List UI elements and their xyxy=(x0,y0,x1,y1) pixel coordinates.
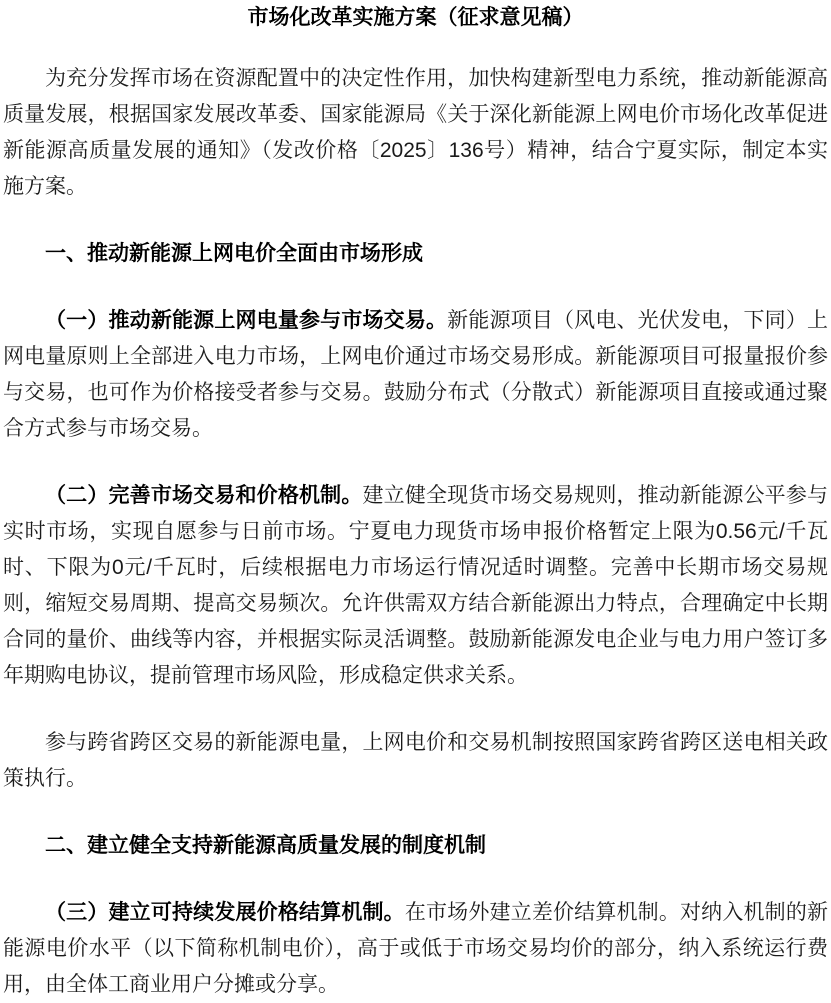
clause-1-lead: （一）推动新能源上网电量参与市场交易。 xyxy=(45,309,448,332)
clause-3-lead: （三）建立可持续发展价格结算机制。 xyxy=(45,901,405,924)
intro-paragraph xyxy=(3,61,828,205)
clause-2-text: 建立健全现货市场交易规则，推动新能源公平参与实时市场，实现自愿参与日前市场。宁夏电力现货市场申报价格暂定上限为0.56元/千瓦时、下限为0元/千瓦时，后续根据电力市场运行情况适时调整。完善中长期市场交易规则，缩短交易周期、提高交易频次。允许供需双方结合新能源出力特点，合理确定中长期合同的量价、曲线等内容，并根据实际灵活调整。鼓励新能源发电企业与电力用户签订多年期购电协议，提前管理市场风险，形成稳定供求关系。 xyxy=(3,484,828,687)
clause-2-lead: （二）完善市场交易和价格机制。 xyxy=(45,484,363,507)
clause-2-paragraph xyxy=(3,478,828,694)
document-title: 市场化改革实施方案（征求意见稿） xyxy=(247,6,584,29)
clause-3-text: 在市场外建立差价结算机制。对纳入机制的新能源电价水平（以下简称机制电价），高于或低于市场交易均价的部分，纳入系统运行费用，由全体工商业用户分摊或分享。 xyxy=(3,901,829,996)
clause-1-paragraph xyxy=(3,303,828,447)
cross-province-paragraph-text: 参与跨省跨区交易的新能源电量，上网电价和交易机制按照国家跨省跨区送电相关政策执行。 xyxy=(3,731,828,790)
section-heading-1: 一、推动新能源上网电价全面由市场形成 xyxy=(45,242,423,265)
intro-paragraph-text: 为充分发挥市场在资源配置中的决定性作用，加快构建新型电力系统，推动新能源高质量发展，根据国家发展改革委、国家能源局《关于深化新能源上网电价市场化改革促进新能源高质量发展的通知》（发改价格〔2025〕136号）精神，结合宁夏实际，制定本实施方案。 xyxy=(3,67,828,198)
clause-3-paragraph xyxy=(3,895,828,1003)
clause-1-text: 新能源项目（风电、光伏发电，下同）上网电量原则上全部进入电力市场，上网电价通过市场交易形成。新能源项目可报量报价参与交易，也可作为价格接受者参与交易。鼓励分布式（分散式）新能源项目直接或通过聚合方式参与市场交易。 xyxy=(3,309,829,440)
cross-province-paragraph xyxy=(3,725,828,797)
section-heading-2: 二、建立健全支持新能源高质量发展的制度机制 xyxy=(45,834,486,857)
